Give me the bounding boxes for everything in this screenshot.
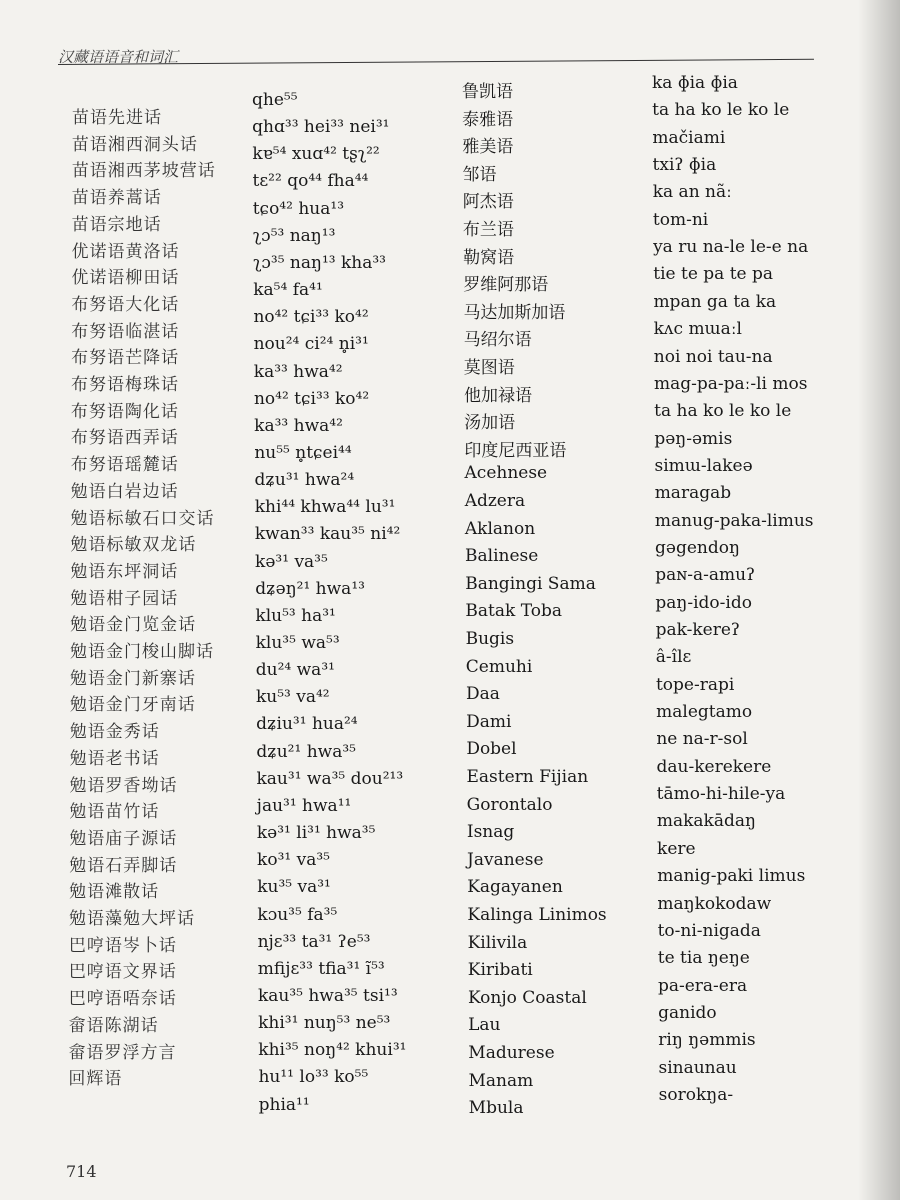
language-name: 勒窝语	[463, 247, 515, 268]
word-form: maŋkokodaw	[657, 893, 772, 914]
language-name: Madurese	[468, 1043, 555, 1063]
language-name: 勉语标敏双龙话	[70, 535, 197, 556]
word-form: nu⁵⁵ n̥tɕei⁴⁴	[254, 442, 352, 463]
word-form: sinaunau	[658, 1057, 737, 1078]
word-form: tie te pa te pa	[653, 264, 774, 285]
word-form: ʅɔ³⁵ naŋ¹³ kha³³	[253, 252, 386, 273]
word-form: du²⁴ wa³¹	[255, 660, 335, 681]
language-name: 布努语芒降话	[71, 348, 180, 369]
word-form: dʑiu³¹ hua²⁴	[256, 714, 358, 735]
language-name: 畲语陈湖话	[68, 1015, 159, 1036]
language-name: 巴哼语岑卜话	[68, 935, 177, 956]
word-form: paŋ-ido-ido	[655, 592, 752, 613]
word-form: ya ru na-le le-e na	[653, 237, 809, 258]
word-form: ka³³ hwa⁴²	[253, 361, 343, 382]
word-form: manig-paki limus	[657, 866, 806, 887]
word-form: tɕo⁴² hua¹³	[252, 198, 345, 219]
word-form: kere	[657, 838, 696, 859]
language-name: 他加禄语	[463, 385, 532, 406]
language-name: 泰雅语	[462, 109, 514, 130]
word-form: txiʔ ɸia	[652, 155, 717, 176]
language-name: Javanese	[467, 849, 544, 870]
word-form: khi³¹ nuŋ⁵³ ne⁵³	[258, 1013, 391, 1034]
language-name: 马达加斯加语	[463, 302, 566, 323]
word-form: tɛ²² qo⁴⁴ fha⁴⁴	[252, 171, 369, 192]
word-form: mfijɛ³³ tfia³¹ ĩ⁵³	[257, 958, 385, 979]
language-name: 马绍尔语	[463, 330, 532, 351]
word-form: ku⁵³ va⁴²	[255, 687, 330, 708]
language-name: 勉语金秀话	[69, 722, 160, 743]
word-form: pəŋ-əmis	[654, 428, 733, 449]
language-name: Balinese	[465, 546, 539, 567]
word-form: dʑəŋ²¹ hwa¹³	[255, 578, 365, 599]
word-form: mačiami	[652, 127, 726, 148]
language-name: Dami	[466, 711, 512, 732]
language-name: 布努语大化话	[71, 294, 180, 315]
word-form: kɔu³⁵ fa³⁵	[257, 904, 338, 925]
word-form: riŋ ŋəmmis	[658, 1030, 756, 1051]
page-gutter-shadow	[858, 0, 900, 1200]
word-form: ta ha ko le ko le	[652, 100, 790, 121]
language-name: 布努语陶化话	[70, 401, 179, 422]
language-name: Bangingi Sama	[465, 573, 596, 594]
language-name: 汤加语	[464, 413, 516, 434]
word-form: ka⁵⁴ fa⁴¹	[253, 280, 323, 301]
word-form: njɛ³³ ta³¹ ʔe⁵³	[257, 931, 371, 952]
word-form: kʌc mɯaːl	[653, 319, 742, 340]
word-form: kə³¹ li³¹ hwa³⁵	[256, 823, 376, 844]
word-form: manug-paka-limus	[654, 510, 814, 531]
word-form: tope-rapi	[655, 674, 735, 695]
word-form: hu¹¹ lo³³ ko⁵⁵	[258, 1067, 369, 1088]
word-form: jau³¹ hwa¹¹	[256, 795, 352, 816]
language-name: 勉语藻勉大坪话	[69, 909, 195, 929]
word-form: malegtamo	[656, 702, 753, 723]
word-form: kwan³³ kau³⁵ ni⁴²	[254, 524, 401, 545]
language-name: 苗语湘西茅坡营话	[71, 161, 216, 182]
word-form: tāmo-hi-hile-ya	[656, 784, 786, 805]
language-name: 勉语金门览金话	[70, 615, 197, 636]
word-form: tom-ni	[652, 209, 709, 230]
language-name: Daa	[465, 684, 500, 705]
language-name: 苗语湘西洞头话	[71, 134, 198, 155]
language-name: Gorontalo	[466, 794, 553, 815]
word-form: maragab	[654, 483, 732, 504]
language-name: Konjo Coastal	[467, 987, 587, 1008]
language-name: 勉语石弄脚话	[69, 855, 178, 876]
language-name: 巴哼语文界话	[68, 962, 177, 983]
language-name: 勉语罗香坳话	[69, 775, 178, 796]
word-form: to-ni-nigada	[657, 920, 761, 941]
language-name: 勉语老书话	[69, 748, 160, 769]
word-form: no⁴² tɕi³³ ko⁴²	[253, 388, 370, 409]
language-name: 勉语白岩边话	[70, 481, 179, 502]
word-form: sorokŋa-	[658, 1084, 734, 1105]
language-name: Kagayanen	[467, 877, 563, 898]
word-form: klu³⁵ wa⁵³	[255, 633, 340, 653]
language-name: 莫图语	[463, 358, 515, 378]
language-name: Kilivila	[467, 932, 528, 953]
language-name: 优诺语柳田话	[71, 268, 180, 289]
language-name: 苗语养蒿话	[71, 188, 162, 209]
language-name: Eastern Fijian	[466, 767, 589, 787]
page-number: 714	[66, 1162, 97, 1181]
word-form: qhe⁵⁵	[252, 90, 298, 110]
word-form: kau³⁵ hwa³⁵ tsi¹³	[257, 985, 398, 1006]
language-name: 回辉语	[68, 1069, 123, 1090]
word-form: no⁴² tɕi³³ ko⁴²	[253, 307, 369, 328]
word-form: mpan ga ta ka	[653, 291, 777, 312]
language-name: 阿杰语	[462, 192, 514, 213]
word-form: gəgendoŋ	[655, 537, 740, 558]
language-name: 勉语金门牙南话	[69, 695, 196, 716]
word-form: mag-pa-paː-li mos	[653, 373, 808, 394]
language-name: 优诺语黄洛话	[71, 241, 180, 262]
word-form: ka an nãː	[652, 182, 732, 203]
language-name: 巴哼语唔奈话	[68, 989, 177, 1010]
language-name: 勉语金门梭山脚话	[70, 642, 214, 662]
language-name: 布兰语	[462, 220, 514, 240]
language-name: 邹语	[462, 164, 497, 185]
language-name: Manam	[468, 1070, 534, 1091]
word-form: ka ɸia ɸia	[652, 73, 738, 93]
word-form: phia¹¹	[258, 1094, 310, 1115]
word-form: dau-kerekere	[656, 756, 772, 777]
word-form: ku³⁵ va³¹	[257, 877, 331, 898]
language-name: Kalinga Linimos	[467, 905, 607, 925]
word-form: ko³¹ va³⁵	[257, 850, 330, 871]
word-form: pa-era-era	[657, 975, 748, 996]
word-form: ne na-r-sol	[656, 729, 748, 750]
language-name: 勉语滩散话	[69, 882, 160, 903]
language-name: Bugis	[465, 629, 515, 649]
running-header-title: 汉藏语语音和词汇	[58, 48, 179, 66]
word-form: ta ha ko le ko le	[654, 401, 792, 422]
word-form: paɴ-a-amuʔ	[655, 565, 756, 586]
language-name: 布努语临湛话	[71, 321, 180, 342]
language-name: 畲语罗浮方言	[68, 1042, 177, 1063]
language-name: 勉语标敏石口交话	[70, 508, 215, 529]
language-name: 勉语金门新寨话	[69, 668, 196, 689]
word-form: nou²⁴ ci²⁴ n̥i³¹	[253, 334, 369, 355]
language-name: Acehnese	[464, 463, 548, 484]
word-form: kau³¹ wa³⁵ dou²¹³	[256, 768, 404, 789]
word-form: â-îlɛ	[655, 647, 692, 668]
language-name: 印度尼西亚语	[464, 440, 567, 461]
word-form: pak-kereʔ	[655, 620, 741, 640]
word-form: dʑu³¹ hwa²⁴	[254, 470, 355, 491]
word-form: kə³¹ va³⁵	[255, 551, 328, 572]
language-name: Dobel	[466, 739, 517, 760]
word-form: qhɑ³³ hei³³ nei³¹	[252, 117, 390, 138]
language-name: Cemuhi	[465, 656, 533, 677]
language-name: Adzera	[464, 491, 526, 511]
language-name: 勉语东坪洞话	[70, 561, 179, 582]
word-form: te tia ŋeŋe	[657, 948, 750, 969]
word-form: klu⁵³ ha³¹	[255, 605, 336, 626]
language-name: 勉语苗竹话	[69, 802, 160, 823]
language-name: 勉语庙子源话	[69, 828, 178, 849]
language-name: 勉语柑子园话	[70, 588, 179, 609]
language-name: 雅美语	[462, 137, 514, 158]
language-name: Kiribati	[467, 960, 533, 981]
language-name: Isnag	[466, 822, 515, 843]
word-form: dʑu²¹ hwa³⁵	[256, 741, 356, 762]
language-name: 鲁凯语	[462, 82, 513, 102]
word-form: noi noi tau-na	[653, 346, 773, 367]
language-name: Aklanon	[464, 518, 536, 539]
language-name: 苗语宗地话	[71, 214, 162, 235]
language-name: Mbula	[468, 1098, 524, 1119]
language-name: 苗语先进话	[72, 108, 162, 128]
word-form: khi⁴⁴ khwa⁴⁴ lu³¹	[254, 497, 396, 518]
word-form: ʅɔ⁵³ naŋ¹³	[252, 225, 336, 246]
word-form: ka³³ hwa⁴²	[254, 415, 343, 436]
language-name: 布努语西弄话	[70, 428, 179, 449]
language-name: Batak Toba	[465, 601, 562, 622]
word-form: simɯ-lakeə	[654, 455, 753, 476]
language-name: 罗维阿那语	[463, 275, 549, 296]
word-form: makakādaŋ	[656, 811, 756, 832]
language-name: 布努语瑶麓话	[70, 455, 179, 476]
language-name: 布努语梅珠话	[71, 375, 179, 395]
word-form: kɐ⁵⁴ xuɑ⁴² tʂʅ²²	[252, 144, 380, 165]
word-form: khi³⁵ noŋ⁴² khui³¹	[258, 1040, 407, 1061]
language-name: Lau	[468, 1015, 501, 1036]
word-form: ganido	[658, 1002, 717, 1023]
